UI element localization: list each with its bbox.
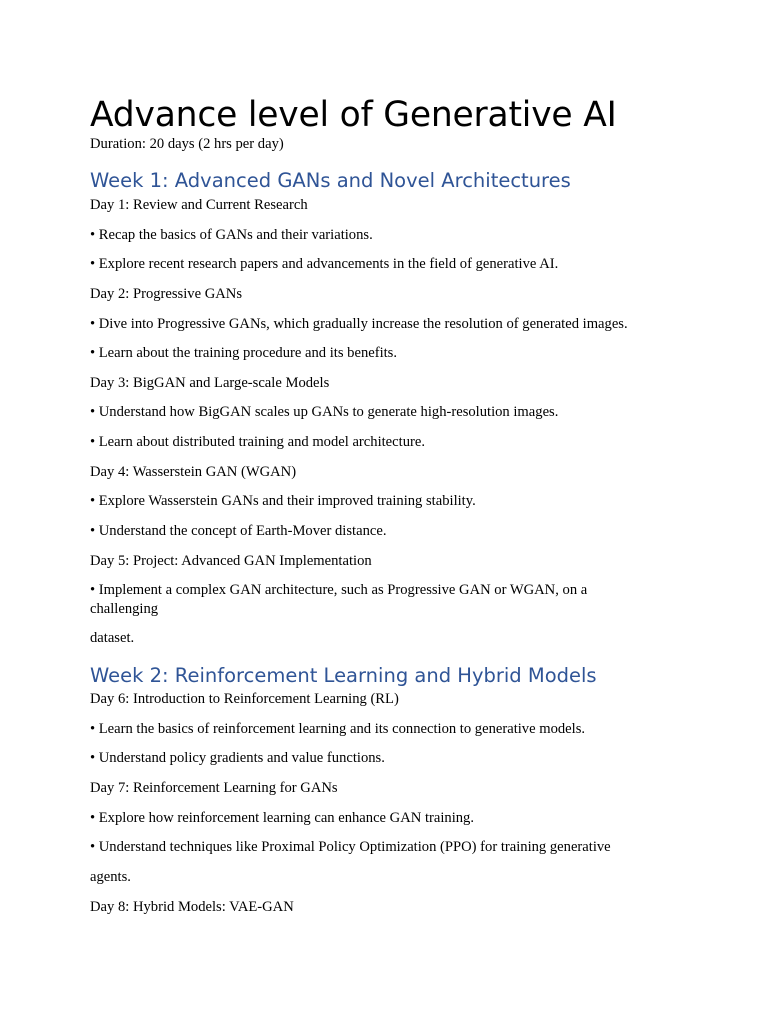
day-4-bullet-2: • Understand the concept of Earth-Mover distance. [90, 523, 387, 539]
day-6-bullet-1: • Learn the basics of reinforcement learning and its connection to generative models. [90, 721, 586, 737]
week-1-heading: Week 1: Advanced GANs and Novel Architectures [90, 169, 571, 192]
day-3-bullet-2: • Learn about distributed training and model architecture. [90, 434, 425, 450]
day-7-bullet-2-continuation: agents. [90, 869, 131, 885]
day-7-bullet-1: • Explore how reinforcement learning can enhance GAN training. [90, 810, 474, 826]
day-5-bullet-1-wrap: challenging [90, 601, 159, 617]
day-1-bullet-2: • Explore recent research papers and advancements in the field of generative AI. [90, 256, 559, 272]
day-3-bullet-1: • Understand how BigGAN scales up GANs to generate high-resolution images. [90, 404, 559, 420]
duration-text: Duration: 20 days (2 hrs per day) [90, 136, 284, 152]
day-6-title: Day 6: Introduction to Reinforcement Learning (RL) [90, 691, 399, 707]
day-7-title: Day 7: Reinforcement Learning for GANs [90, 780, 338, 796]
day-2-title: Day 2: Progressive GANs [90, 286, 243, 302]
day-6-bullet-2: • Understand policy gradients and value functions. [90, 750, 385, 766]
day-3-title: Day 3: BigGAN and Large-scale Models [90, 375, 330, 391]
day-4-bullet-1: • Explore Wasserstein GANs and their improved training stability. [90, 493, 476, 509]
day-1-bullet-1: • Recap the basics of GANs and their variations. [90, 227, 373, 243]
day-8-title: Day 8: Hybrid Models: VAE-GAN [90, 899, 294, 915]
day-7-bullet-2: • Understand techniques like Proximal Policy Optimization (PPO) for training generative [90, 839, 611, 855]
day-2-bullet-2: • Learn about the training procedure and its benefits. [90, 345, 398, 361]
day-2-bullet-1: • Dive into Progressive GANs, which gradually increase the resolution of generated images. [90, 316, 628, 332]
day-5-bullet-1: • Implement a complex GAN architecture, such as Progressive GAN or WGAN, on a [90, 582, 588, 598]
week-2-heading: Week 2: Reinforcement Learning and Hybrid Models [90, 664, 597, 687]
day-4-title: Day 4: Wasserstein GAN (WGAN) [90, 464, 297, 480]
day-5-bullet-1-continuation: dataset. [90, 630, 135, 646]
day-1-title: Day 1: Review and Current Research [90, 197, 308, 213]
document-title: Advance level of Generative AI [90, 95, 617, 135]
day-5-title: Day 5: Project: Advanced GAN Implementation [90, 553, 372, 569]
